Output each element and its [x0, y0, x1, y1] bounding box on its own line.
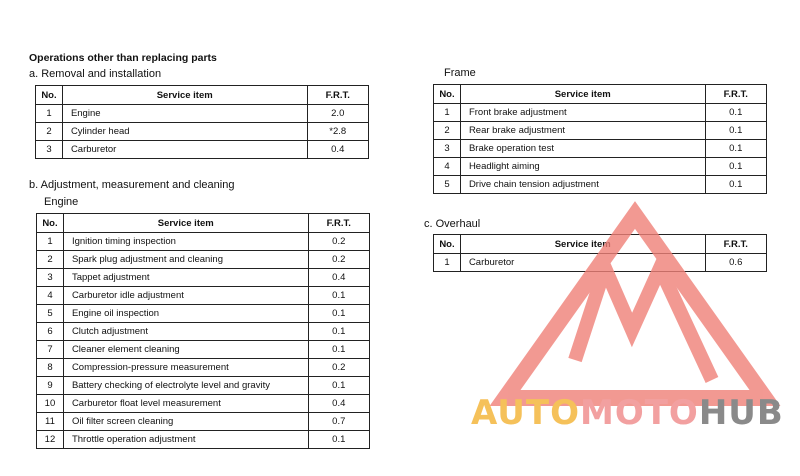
table-row: [37, 413, 370, 431]
service-item: Front brake adjustment: [460, 104, 705, 122]
table-row: [36, 105, 369, 123]
table-row: [434, 140, 767, 158]
header-no: No.: [37, 214, 64, 233]
row-number: 6: [37, 323, 64, 341]
table-row: [36, 123, 369, 141]
row-number: 3: [434, 140, 461, 158]
frt-value: 0.1: [308, 341, 369, 359]
header-service-item: Service item: [460, 235, 705, 254]
table-header-row: [36, 86, 369, 105]
watermark-text: [471, 393, 784, 433]
row-number: 1: [434, 254, 461, 272]
table-row: [37, 341, 370, 359]
service-item: Engine oil inspection: [63, 305, 308, 323]
frt-value: 0.1: [308, 431, 369, 449]
table-row: [434, 104, 767, 122]
service-item: Spark plug adjustment and cleaning: [63, 251, 308, 269]
header-frt: F.R.T.: [307, 86, 369, 105]
table-row: [37, 305, 370, 323]
frt-value: 0.1: [705, 140, 767, 158]
service-item: Engine: [62, 105, 307, 123]
section-c-title: c. Overhaul: [424, 218, 481, 230]
frt-value: 0.1: [705, 158, 767, 176]
header-service-item: Service item: [460, 85, 705, 104]
header-no: No.: [36, 86, 63, 105]
row-number: 12: [37, 431, 64, 449]
table-row: [434, 122, 767, 140]
header-frt: F.R.T.: [705, 85, 767, 104]
row-number: 1: [434, 104, 461, 122]
page-heading: Operations other than replacing parts: [29, 52, 217, 64]
frt-value: 0.1: [308, 287, 369, 305]
service-item: Carburetor idle adjustment: [63, 287, 308, 305]
header-service-item: Service item: [63, 214, 308, 233]
service-item: Drive chain tension adjustment: [460, 176, 705, 194]
frt-value: 0.1: [308, 323, 369, 341]
row-number: 3: [37, 269, 64, 287]
row-number: 1: [36, 105, 63, 123]
row-number: 8: [37, 359, 64, 377]
table-row: [37, 251, 370, 269]
frt-value: 0.7: [308, 413, 369, 431]
service-item: Oil filter screen cleaning: [63, 413, 308, 431]
table-row: [434, 176, 767, 194]
header-no: No.: [434, 85, 461, 104]
table-row: [37, 431, 370, 449]
table-row: [434, 254, 767, 272]
row-number: 2: [36, 123, 63, 141]
row-number: 4: [37, 287, 64, 305]
frt-value: 2.0: [307, 105, 369, 123]
watermark-moto: MOTO: [579, 393, 699, 433]
frame-table: [433, 84, 767, 194]
frt-value: 0.1: [705, 104, 767, 122]
frt-value: 0.2: [308, 359, 369, 377]
frt-value: 0.4: [308, 269, 369, 287]
frt-value: 0.4: [308, 395, 369, 413]
table-row: [37, 233, 370, 251]
service-item: Cleaner element cleaning: [63, 341, 308, 359]
frame-title: Frame: [444, 67, 476, 79]
row-number: 3: [36, 141, 63, 159]
service-item: Carburetor: [62, 141, 307, 159]
logo-inner-m: [575, 268, 712, 380]
table-row: [37, 269, 370, 287]
row-number: 1: [37, 233, 64, 251]
table-row: [36, 141, 369, 159]
frt-value: 0.1: [705, 122, 767, 140]
service-item: Battery checking of electrolyte level and gravity: [63, 377, 308, 395]
section-a-title: a. Removal and installation: [29, 68, 162, 80]
service-item: Carburetor: [460, 254, 705, 272]
frt-value: 0.4: [307, 141, 369, 159]
row-number: 7: [37, 341, 64, 359]
watermark-auto: AUTO: [471, 393, 580, 433]
row-number: 2: [37, 251, 64, 269]
row-number: 2: [434, 122, 461, 140]
row-number: 5: [434, 176, 461, 194]
table-row: [434, 158, 767, 176]
service-item: Ignition timing inspection: [63, 233, 308, 251]
watermark-hub: HUB: [698, 393, 784, 433]
service-item: Throttle operation adjustment: [63, 431, 308, 449]
table-row: [37, 359, 370, 377]
row-number: 9: [37, 377, 64, 395]
frt-value: 0.2: [308, 233, 369, 251]
table-row: [37, 395, 370, 413]
table-row: [37, 323, 370, 341]
row-number: 11: [37, 413, 64, 431]
header-service-item: Service item: [62, 86, 307, 105]
frt-value: 0.1: [308, 377, 369, 395]
row-number: 4: [434, 158, 461, 176]
service-item: Carburetor float level measurement: [63, 395, 308, 413]
service-item: Rear brake adjustment: [460, 122, 705, 140]
header-frt: F.R.T.: [308, 214, 369, 233]
service-item: Brake operation test: [460, 140, 705, 158]
section-b-title: b. Adjustment, measurement and cleaning: [29, 179, 235, 191]
service-item: Clutch adjustment: [63, 323, 308, 341]
frt-value: 0.2: [308, 251, 369, 269]
row-number: 5: [37, 305, 64, 323]
frt-value: 0.1: [705, 176, 767, 194]
service-item: Compression-pressure measurement: [63, 359, 308, 377]
frt-value: 0.1: [308, 305, 369, 323]
service-item: Headlight aiming: [460, 158, 705, 176]
engine-adjustment-table: [36, 213, 370, 449]
table-header-row: [37, 214, 370, 233]
frt-value: 0.6: [705, 254, 767, 272]
table-header-row: [434, 85, 767, 104]
frt-value: *2.8: [307, 123, 369, 141]
header-no: No.: [434, 235, 461, 254]
service-item: Tappet adjustment: [63, 269, 308, 287]
table-row: [37, 287, 370, 305]
removal-installation-table: [35, 85, 369, 159]
row-number: 10: [37, 395, 64, 413]
overhaul-table: [433, 234, 767, 272]
table-row: [37, 377, 370, 395]
header-frt: F.R.T.: [705, 235, 767, 254]
service-item: Cylinder head: [62, 123, 307, 141]
section-b-subtitle: Engine: [44, 196, 79, 208]
table-header-row: [434, 235, 767, 254]
